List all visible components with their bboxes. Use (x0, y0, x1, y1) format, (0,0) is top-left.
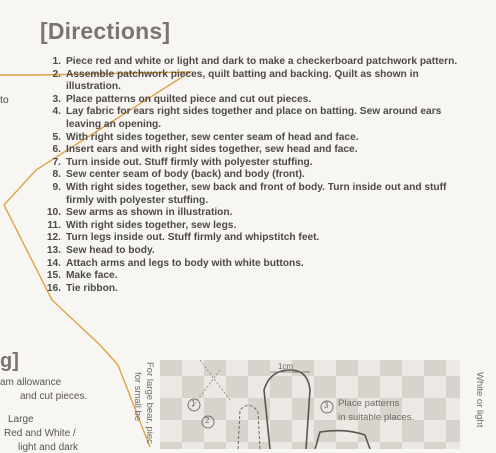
pattern-illustration (160, 360, 460, 449)
direction-text: Insert ears and with right sides together, sew head and face. (66, 144, 358, 156)
direction-number: 16. (46, 282, 61, 294)
checker-square (292, 398, 314, 420)
direction-number: 13. (46, 244, 61, 256)
left-fragment-red-white: Red and White / (4, 428, 76, 439)
checker-square (182, 376, 204, 398)
direction-text: Sew center seam of body (back) and body (front). (66, 169, 305, 181)
direction-text: With right sides together, sew back and front of body. Turn inside out and stuff firmly with polyester stuffing. (66, 181, 447, 206)
direction-text: Attach arms and legs to body with white buttons. (66, 257, 304, 269)
place-patterns-label-2: in suitable places. (338, 412, 415, 423)
direction-item (30, 220, 470, 233)
direction-item (30, 132, 470, 145)
direction-item (30, 157, 470, 170)
direction-number: 9. (52, 181, 61, 193)
checker-square (182, 420, 204, 442)
direction-item (30, 283, 470, 296)
direction-text: Assemble patchwork pieces, quilt batting and backing. Quilt as shown in illustration. (66, 68, 419, 93)
checker-square (336, 442, 358, 449)
checker-square (358, 420, 380, 442)
checker-square (226, 420, 248, 442)
direction-number: 12. (46, 232, 61, 244)
direction-text: Turn legs inside out. Stuff firmly and whipstitch feet. (66, 232, 320, 244)
checker-square (402, 420, 424, 442)
direction-text: With right sides together, sew legs. (66, 219, 237, 231)
left-section-heading: g] (0, 350, 19, 372)
direction-item (30, 69, 470, 94)
checker-square (424, 398, 446, 420)
direction-text: Tie ribbon. (66, 282, 118, 294)
direction-number: 5. (52, 131, 61, 143)
checker-square (402, 376, 424, 398)
checker-square (424, 360, 446, 376)
direction-number: 8. (52, 169, 61, 181)
right-label: White or light (474, 372, 485, 428)
direction-text: With right sides together, sew center seam of head and face. (66, 131, 359, 143)
checker-square (380, 360, 402, 376)
direction-number: 4. (52, 106, 61, 118)
left-fragment-to: to (0, 94, 9, 106)
direction-text: Place patterns on quilted piece and cut out pieces. (66, 93, 312, 105)
direction-text: Turn inside out. Stuff firmly with polyester stuffing. (66, 156, 313, 168)
direction-text: Sew head to body. (66, 244, 155, 256)
direction-item (30, 169, 470, 182)
page-title: [Directions] (40, 18, 171, 44)
direction-item (30, 106, 470, 131)
direction-text: Sew arms as shown in illustration. (66, 207, 233, 219)
left-fragment-seam: am allowance (0, 377, 62, 388)
direction-item (30, 56, 470, 69)
direction-number: 10. (46, 207, 61, 219)
checker-square (248, 360, 270, 376)
left-fragment-large: Large (8, 414, 34, 425)
direction-number: 15. (46, 270, 61, 282)
direction-item (30, 207, 470, 220)
place-patterns-label-1: Place patterns (338, 398, 400, 409)
direction-number: 6. (52, 144, 61, 156)
direction-number: 11. (47, 219, 61, 231)
checker-square (336, 360, 358, 376)
direction-text: Lay fabric for ears right sides together and place on batting. Sew around ears leaving an opening. (66, 106, 442, 130)
direction-number: 3. (52, 93, 61, 105)
direction-item (30, 270, 470, 283)
direction-text: Piece red and white or light and dark to make a checkerboard patchwork pattern. (66, 56, 458, 67)
side-label-bottom: for small be (132, 372, 143, 422)
direction-item (30, 232, 470, 245)
step-marker: 3 (324, 401, 329, 410)
direction-item (30, 245, 470, 258)
checker-square (204, 360, 226, 376)
checker-square (358, 376, 380, 398)
checker-square (446, 376, 460, 398)
circle-1-label: 1 (191, 399, 196, 408)
direction-item (30, 258, 470, 271)
measure-label: 1cm (278, 362, 294, 371)
direction-item (30, 94, 470, 107)
checker-square (314, 376, 336, 398)
left-fragment-light-dark: light and dark (18, 442, 79, 453)
patchwork-grid (160, 360, 460, 449)
checker-square (160, 442, 182, 449)
checker-square (380, 442, 402, 449)
side-label-top: For large bear, piec (144, 362, 155, 444)
checker-square (160, 360, 182, 376)
direction-number: 1. (52, 56, 61, 67)
checker-square (160, 398, 182, 420)
direction-item (30, 182, 470, 207)
direction-number: 7. (52, 156, 61, 168)
checker-square (424, 442, 446, 449)
checker-square (270, 376, 292, 398)
checker-square (292, 442, 314, 449)
directions-list (30, 56, 470, 295)
direction-item (30, 144, 470, 157)
circle-2-label: 2 (205, 416, 210, 425)
direction-text: Make face. (66, 270, 118, 282)
checker-square (270, 420, 292, 442)
checker-square (446, 420, 460, 442)
direction-number: 2. (52, 68, 61, 80)
checker-square (204, 442, 226, 449)
checker-square (226, 376, 248, 398)
left-fragment-cut: and cut pieces. (20, 391, 88, 402)
direction-number: 14. (46, 257, 61, 269)
checker-square (248, 442, 270, 449)
